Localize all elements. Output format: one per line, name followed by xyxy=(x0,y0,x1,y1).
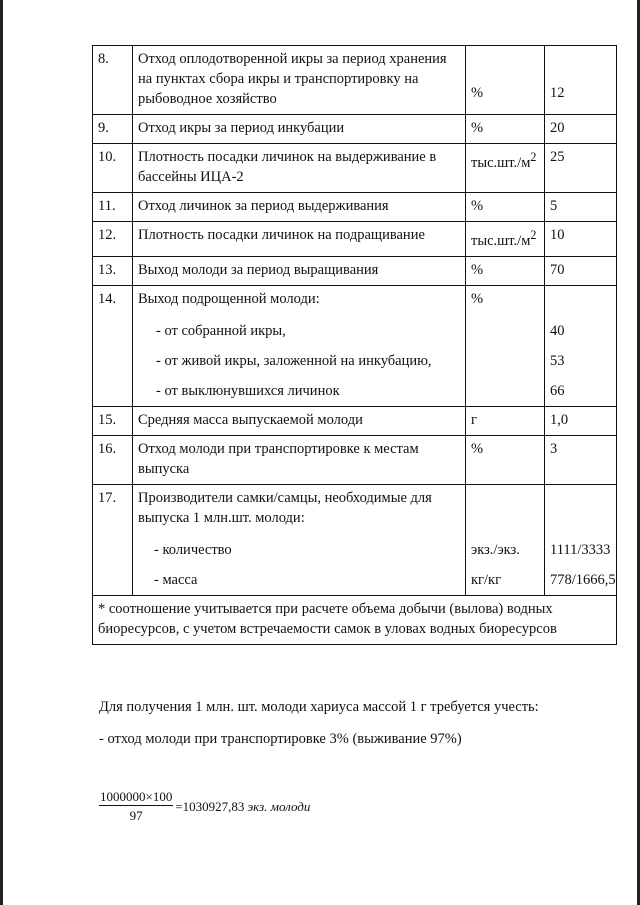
row-unit: % xyxy=(466,435,545,484)
row-number: 15. xyxy=(93,406,133,435)
sub-item-value: 53 xyxy=(550,352,565,369)
table-row xyxy=(93,193,617,222)
row-parameter-heading: Выход подрощенной молоди: xyxy=(138,290,320,307)
table-row xyxy=(93,222,617,257)
table-row xyxy=(93,285,617,406)
row-value: 12 xyxy=(545,46,617,115)
row-value: 3 xyxy=(545,435,617,484)
sub-item-label: - от собранной икры, xyxy=(156,322,286,339)
row-number: 12. xyxy=(93,222,133,257)
row-parameter: Плотность посадки личинок на выдерживание в бассейны ИЦА-2 xyxy=(133,144,466,193)
row-unit: % xyxy=(466,46,545,115)
row-parameter: Выход молоди за период выращивания xyxy=(133,256,466,285)
sub-item-value: 66 xyxy=(550,382,565,399)
row-unit: $тыс.шт./м^2$ xyxy=(466,144,545,193)
sub-item-value: 40 xyxy=(550,322,565,339)
row-unit: % xyxy=(466,115,545,144)
sub-item-label: - от выклюнувшихся личинок xyxy=(156,382,340,399)
formula-numerator: 1000000×100 xyxy=(100,789,173,804)
paragraph-requirement: Для получения 1 млн. шт. молоди хариуса массой 1 г требуется учесть: xyxy=(99,699,539,715)
row-value: 70 xyxy=(545,256,617,285)
row-parameter: Отход личинок за период выдерживания xyxy=(133,193,466,222)
formula-unit: экз. молоди xyxy=(247,798,311,814)
sub-item-unit: экз./экз. xyxy=(471,541,520,558)
row-value: 25 xyxy=(545,144,617,193)
row-unit: % xyxy=(466,285,545,406)
row-value: 1,0 xyxy=(545,406,617,435)
formula-fraction xyxy=(99,789,173,824)
row-parameter: Плотность посадки личинок на подращивание xyxy=(133,222,466,257)
table-row xyxy=(93,484,617,595)
row-parameter: Средняя масса выпускаемой молоди xyxy=(133,406,466,435)
table-footnote: * соотношение учитывается при расчете объема добычи (вылова) водных биоресурсов, с учетом встречаемости самок в уловах водных биоресурсов xyxy=(93,595,617,644)
row-number: 14. xyxy=(93,285,133,406)
row-number: 8. xyxy=(93,46,133,115)
table-row xyxy=(93,256,617,285)
sub-item-label: - количество xyxy=(154,541,232,558)
row-unit: $тыс.шт./м^2$ xyxy=(466,222,545,257)
paragraph-transport-loss: - отход молоди при транспортировке 3% (выживание 97%) xyxy=(99,731,462,747)
row-value: 5 xyxy=(545,193,617,222)
table-note-row xyxy=(93,595,617,644)
table-row xyxy=(93,115,617,144)
row-value xyxy=(545,285,617,406)
row-parameter: Отход молоди при транспортировке к местам выпуска xyxy=(133,435,466,484)
row-value: 20 xyxy=(545,115,617,144)
row-number: 17. xyxy=(93,484,133,595)
sub-item-label: - масса xyxy=(154,571,198,588)
row-parameter xyxy=(133,484,466,595)
sub-item-unit: кг/кг xyxy=(471,571,502,588)
page-edge-left xyxy=(0,0,3,905)
row-parameter xyxy=(133,285,466,406)
row-unit xyxy=(466,484,545,595)
row-value: 10 xyxy=(545,222,617,257)
table-row xyxy=(93,406,617,435)
sub-item-value: 1111/3333 xyxy=(550,541,611,558)
row-parameter-heading: Производители самки/самцы, необходимые для выпуска 1 млн.шт. молоди: xyxy=(138,489,432,526)
parameters-table xyxy=(92,45,617,645)
calculation-formula xyxy=(99,789,310,824)
formula-result: =1030927,83 xyxy=(175,798,245,814)
row-number: 10. xyxy=(93,144,133,193)
row-number: 9. xyxy=(93,115,133,144)
row-parameter: Отход оплодотворенной икры за период хранения на пунктах сбора икры и транспортировку на рыбоводное хозяйство xyxy=(133,46,466,115)
table-row xyxy=(93,46,617,115)
row-number: 16. xyxy=(93,435,133,484)
table-row xyxy=(93,144,617,193)
row-parameter: Отход икры за период инкубации xyxy=(133,115,466,144)
table-row xyxy=(93,435,617,484)
row-value xyxy=(545,484,617,595)
row-number: 11. xyxy=(93,193,133,222)
row-number: 13. xyxy=(93,256,133,285)
row-unit: г xyxy=(466,406,545,435)
sub-item-label: - от живой икры, заложенной на инкубацию, xyxy=(156,352,432,369)
row-unit: % xyxy=(466,256,545,285)
row-unit: % xyxy=(466,193,545,222)
sub-item-value: 778/1666,5 xyxy=(550,571,616,588)
formula-denominator: 97 xyxy=(129,808,143,823)
